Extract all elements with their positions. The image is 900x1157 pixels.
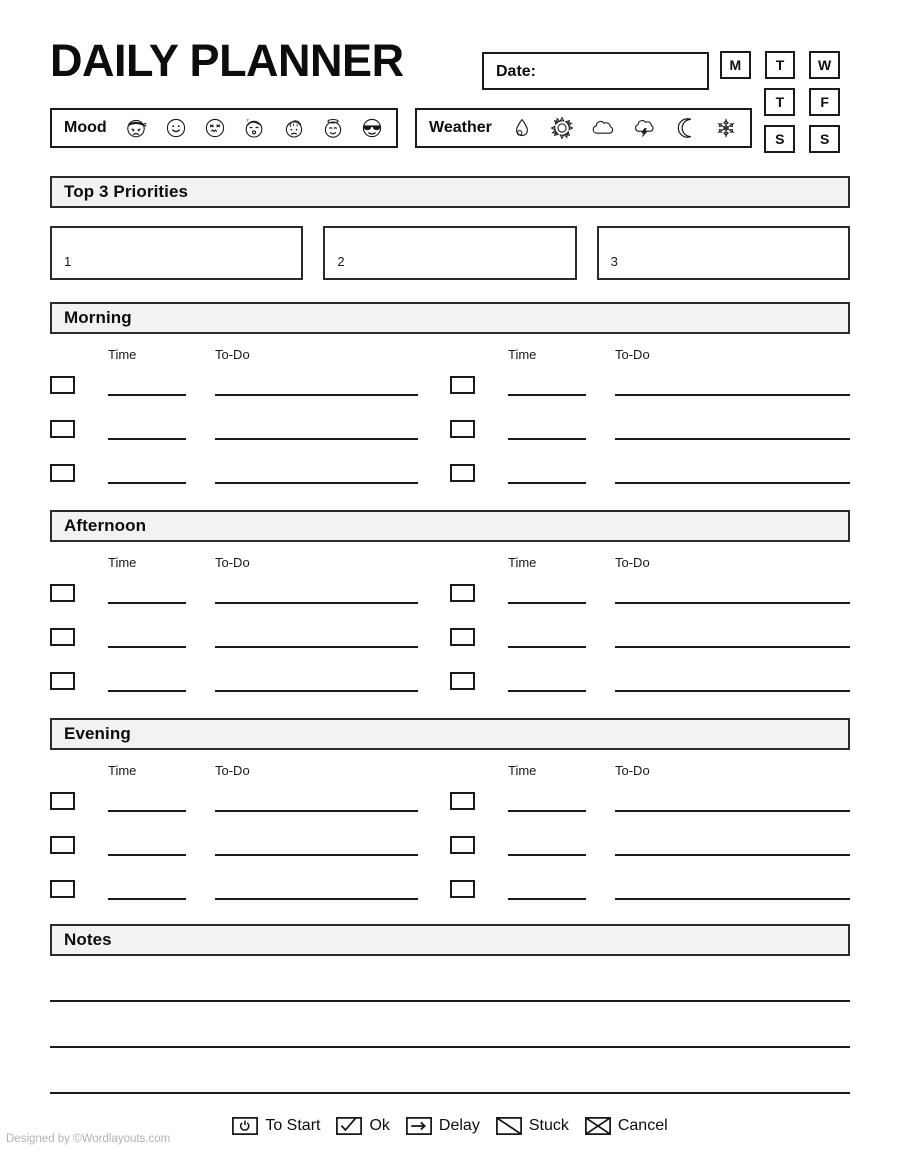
todo-time-input[interactable]: [508, 854, 586, 856]
day-box-wednesday[interactable]: W: [809, 51, 840, 79]
day-box-monday[interactable]: M: [720, 51, 751, 79]
page-title: DAILY PLANNER: [50, 35, 404, 86]
legend-item-to-start[interactable]: [232, 1117, 320, 1135]
afternoon-left-column: [50, 552, 450, 708]
notes-line-input[interactable]: [50, 1092, 850, 1094]
day-box-tuesday[interactable]: T: [765, 51, 796, 79]
todo-row: [50, 368, 450, 412]
weather-icon-strip: [498, 116, 750, 140]
legend-label-cancel: Cancel: [617, 1117, 668, 1134]
todo-text-input[interactable]: [615, 810, 850, 812]
todo-time-input[interactable]: [508, 394, 586, 396]
sunglasses-face-icon[interactable]: [360, 116, 384, 140]
priority-number-1: 1: [64, 254, 72, 269]
priority-number-2: 2: [337, 254, 345, 269]
column-header-time: Time: [108, 555, 137, 570]
legend-item-ok[interactable]: [336, 1117, 389, 1135]
evening-title: Evening: [64, 724, 131, 743]
mood-icon-strip: [113, 116, 396, 140]
todo-text-input[interactable]: [615, 602, 850, 604]
todo-time-input[interactable]: [108, 898, 186, 900]
todo-row: [50, 456, 450, 500]
todo-row: [450, 664, 850, 708]
todo-time-input[interactable]: [108, 602, 186, 604]
todo-checkbox[interactable]: [450, 584, 475, 602]
todo-text-input[interactable]: [615, 646, 850, 648]
todo-time-input[interactable]: [108, 394, 186, 396]
todo-text-input[interactable]: [615, 438, 850, 440]
todo-time-input[interactable]: [508, 482, 586, 484]
todo-checkbox[interactable]: [450, 672, 475, 690]
todo-time-input[interactable]: [508, 602, 586, 604]
todo-text-input[interactable]: [215, 394, 418, 396]
todo-text-input[interactable]: [215, 602, 418, 604]
todo-checkbox[interactable]: [450, 880, 475, 898]
afternoon-section: [50, 510, 850, 708]
raindrop-icon[interactable]: [510, 116, 534, 140]
moon-icon[interactable]: [674, 116, 698, 140]
notes-line-input[interactable]: [50, 1000, 850, 1002]
snowflake-icon[interactable]: [714, 116, 738, 140]
todo-row: [50, 784, 450, 828]
cloud-icon[interactable]: [590, 116, 616, 140]
day-box-saturday[interactable]: S: [764, 125, 795, 153]
priority-input-1[interactable]: [50, 226, 303, 280]
todo-row: [50, 576, 450, 620]
weather-selector: [415, 108, 752, 148]
day-box-friday[interactable]: F: [809, 88, 840, 116]
todo-row: [450, 784, 850, 828]
todo-row: [450, 872, 850, 916]
column-header-todo: To-Do: [615, 763, 650, 778]
morning-header-bar: [50, 302, 850, 334]
todo-time-input[interactable]: [508, 898, 586, 900]
diagonal-box-icon: [496, 1117, 522, 1135]
todo-checkbox[interactable]: [450, 420, 475, 438]
designer-credit: Designed by ©Wordlayouts.com: [6, 1133, 171, 1145]
todo-time-input[interactable]: [508, 810, 586, 812]
todo-text-input[interactable]: [215, 854, 418, 856]
todo-time-input[interactable]: [108, 646, 186, 648]
todo-row: [450, 456, 850, 500]
legend-item-delay[interactable]: [406, 1117, 480, 1135]
date-label: Date:: [496, 63, 537, 80]
todo-text-input[interactable]: [215, 646, 418, 648]
todo-checkbox[interactable]: [50, 836, 75, 854]
todo-time-input[interactable]: [108, 690, 186, 692]
todo-row: [450, 368, 850, 412]
todo-time-input[interactable]: [108, 854, 186, 856]
column-header-todo: To-Do: [215, 347, 250, 362]
day-row-1: [720, 51, 840, 79]
afternoon-header-bar: [50, 510, 850, 542]
svg-text:z: z: [246, 117, 249, 123]
priorities-row: [50, 226, 850, 280]
todo-row: [450, 828, 850, 872]
todo-checkbox[interactable]: [450, 376, 475, 394]
todo-checkbox[interactable]: [50, 376, 75, 394]
cross-box-icon: [585, 1117, 611, 1135]
power-box-icon: [232, 1117, 258, 1135]
todo-checkbox[interactable]: [50, 420, 75, 438]
priorities-header-bar: [50, 176, 850, 208]
sleepy-party-face-icon[interactable]: [242, 116, 266, 140]
todo-row: [450, 576, 850, 620]
morning-right-headers: [450, 344, 850, 368]
priority-number-3: 3: [610, 254, 618, 269]
halo-relieved-face-icon[interactable]: [321, 116, 345, 140]
confounded-face-icon[interactable]: [203, 116, 227, 140]
day-box-sunday[interactable]: S: [809, 125, 840, 153]
priorities-section: [50, 176, 850, 280]
todo-time-input[interactable]: [508, 438, 586, 440]
notes-header-bar: [50, 924, 850, 956]
sun-icon[interactable]: [550, 116, 574, 140]
todo-text-input[interactable]: [215, 438, 418, 440]
thunderstorm-icon[interactable]: [632, 116, 658, 140]
todo-text-input[interactable]: [215, 690, 418, 692]
column-header-time: Time: [108, 763, 137, 778]
morning-left-headers: [50, 344, 450, 368]
todo-time-input[interactable]: [108, 810, 186, 812]
column-header-todo: To-Do: [615, 347, 650, 362]
date-field[interactable]: [482, 52, 709, 90]
todo-row: [450, 620, 850, 664]
mood-weather-row: [50, 108, 850, 154]
evening-rows: [50, 760, 850, 916]
column-header-todo: To-Do: [215, 555, 250, 570]
todo-text-input[interactable]: [215, 898, 418, 900]
todo-time-input[interactable]: [508, 646, 586, 648]
todo-row: [50, 828, 450, 872]
priority-input-2[interactable]: [323, 226, 576, 280]
column-header-time: Time: [508, 347, 537, 362]
afternoon-title: Afternoon: [64, 516, 147, 535]
check-box-icon: [336, 1117, 362, 1135]
mood-selector: [50, 108, 398, 148]
notes-line-input[interactable]: [50, 1046, 850, 1048]
todo-time-input[interactable]: [108, 482, 186, 484]
priorities-title: Top 3 Priorities: [64, 182, 189, 201]
todo-text-input[interactable]: [615, 394, 850, 396]
todo-checkbox[interactable]: [50, 792, 75, 810]
evening-right-headers: [450, 760, 850, 784]
todo-text-input[interactable]: [615, 898, 850, 900]
afternoon-left-headers: [50, 552, 450, 576]
morning-right-column: [450, 344, 850, 500]
morning-rows: [50, 344, 850, 500]
legend-label-stuck: Stuck: [528, 1117, 569, 1134]
todo-row: [50, 664, 450, 708]
legend-item-stuck[interactable]: [496, 1117, 569, 1135]
arrow-right-box-icon: [406, 1117, 432, 1135]
evening-left-headers: [50, 760, 450, 784]
afternoon-right-headers: [450, 552, 850, 576]
todo-checkbox[interactable]: [450, 628, 475, 646]
todo-text-input[interactable]: [615, 690, 850, 692]
column-header-time: Time: [108, 347, 137, 362]
legend-item-cancel[interactable]: [585, 1117, 668, 1135]
todo-text-input[interactable]: [215, 482, 418, 484]
morning-title: Morning: [64, 308, 132, 327]
exploding-head-face-icon[interactable]: [282, 116, 306, 140]
todo-row: [50, 412, 450, 456]
todo-checkbox[interactable]: [50, 880, 75, 898]
notes-section: [50, 924, 850, 1094]
smiling-face-icon[interactable]: [164, 116, 188, 140]
todo-checkbox[interactable]: [50, 464, 75, 482]
evening-right-column: [450, 760, 850, 916]
legend-label-to-start: To Start: [265, 1117, 321, 1134]
angry-bandana-face-icon[interactable]: [124, 116, 148, 140]
weather-label: Weather: [429, 119, 492, 136]
notes-lines: [50, 1000, 850, 1094]
afternoon-rows: [50, 552, 850, 708]
column-header-time: Time: [508, 555, 537, 570]
todo-row: [450, 412, 850, 456]
notes-title: Notes: [64, 930, 112, 949]
evening-header-bar: [50, 718, 850, 750]
morning-section: [50, 302, 850, 500]
legend-label-ok: Ok: [369, 1117, 390, 1134]
todo-text-input[interactable]: [615, 482, 850, 484]
todo-text-input[interactable]: [615, 854, 850, 856]
todo-checkbox[interactable]: [50, 672, 75, 690]
todo-text-input[interactable]: [215, 810, 418, 812]
todo-checkbox[interactable]: [50, 584, 75, 602]
todo-row: [50, 872, 450, 916]
mood-label: Mood: [64, 119, 107, 136]
afternoon-right-column: [450, 552, 850, 708]
todo-checkbox[interactable]: [450, 464, 475, 482]
todo-row: [50, 620, 450, 664]
column-header-todo: To-Do: [615, 555, 650, 570]
todo-time-input[interactable]: [108, 438, 186, 440]
todo-checkbox[interactable]: [450, 792, 475, 810]
todo-checkbox[interactable]: [50, 628, 75, 646]
column-header-time: Time: [508, 763, 537, 778]
todo-checkbox[interactable]: [450, 836, 475, 854]
evening-section: [50, 718, 850, 916]
morning-left-column: [50, 344, 450, 500]
day-box-thursday[interactable]: T: [764, 88, 795, 116]
priority-input-3[interactable]: [597, 226, 850, 280]
column-header-todo: To-Do: [215, 763, 250, 778]
evening-left-column: [50, 760, 450, 916]
legend-label-delay: Delay: [438, 1117, 480, 1134]
todo-time-input[interactable]: [508, 690, 586, 692]
